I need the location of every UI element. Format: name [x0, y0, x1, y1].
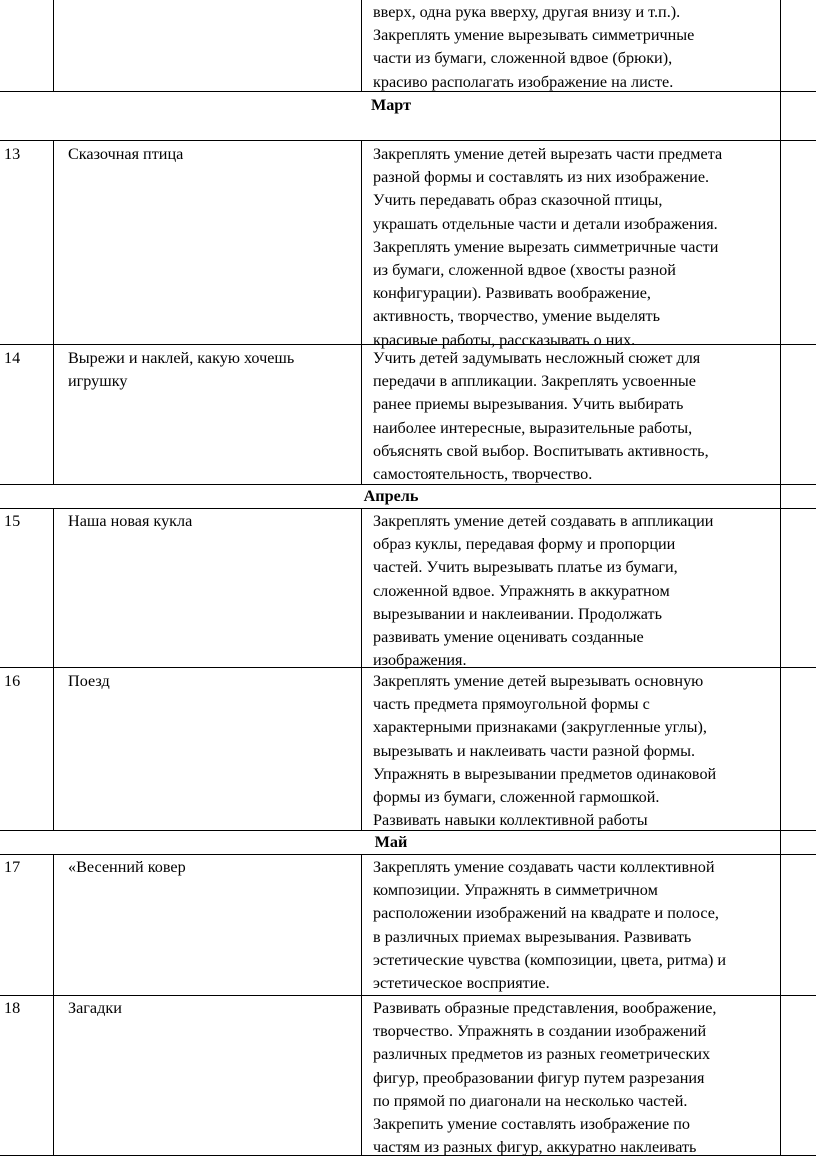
continued-description: вверх, одна рука вверху, другая внизу и т.п.). Закреплять умение вырезывать симметричные части из бумаги, сложенной вдвое (брюки), красиво располагать изображение на листе.: [373, 3, 695, 91]
lesson-description: Закреплять умение детей вырезывать основную часть предмета прямоугольной формы с характерными признаками (закругленные углы), вырезывать и наклеивать части разной формы. Упражнять в вырезывании предметов одинаковой формы из бумаги, сложенной гармошкой. Развивать навыки коллективной работы: [373, 672, 717, 830]
column-divider: [53, 0, 54, 91]
lesson-title: «Весенний ковер: [68, 858, 186, 876]
column-divider: [53, 140, 54, 484]
lesson-title: Сказочная птица: [68, 145, 184, 163]
month-header-april: Апрель: [363, 487, 419, 505]
lesson-title: Поезд: [68, 672, 110, 690]
lesson-title: Наша новая кукла: [68, 512, 193, 530]
lesson-number: 14: [4, 349, 21, 367]
lesson-number: 15: [4, 512, 21, 530]
lesson-description: Закреплять умение детей вырезать части предмета разной формы и составлять из них изображение. Учить передавать образ сказочной птицы, украшать отдельные части и детали изображения. Закреплять умение вырезать симметричные части из бумаги, сложенной вдвое (хвосты разной конфигурации). Развивать воображение, активность, творчество, умение выделять красивые работы, рассказывать о них.: [373, 145, 723, 349]
lesson-number: 17: [4, 858, 21, 876]
column-divider: [361, 508, 362, 830]
month-header-march: Март: [370, 96, 412, 114]
lesson-description: Закреплять умение создавать части коллективной композиции. Упражнять в симметричном расположении изображений на квадрате и полосе, в различных приемах вырезывания. Развивать эстетические чувства (композиции, цвета, ритма) и эстетическое восприятие.: [373, 858, 727, 993]
lesson-description: Закреплять умение детей создавать в аппликации образ куклы, передавая форму и пропорции частей. Учить вырезывать платье из бумаги, сложенной вдвое. Упражнять в аккуратном вырезывании и наклеивании. Продолжать развивать умение оценивать созданные изображения.: [373, 512, 714, 670]
column-divider: [361, 854, 362, 1155]
row-divider: [0, 140, 816, 141]
column-divider: [361, 0, 362, 91]
lesson-title: Загадки: [68, 999, 122, 1017]
lesson-number: 16: [4, 672, 21, 690]
lesson-number: 13: [4, 145, 21, 163]
column-divider: [361, 140, 362, 484]
lesson-description: Учить детей задумывать несложный сюжет для передачи в аппликации. Закреплять усвоенные ранее приемы вырезывания. Учить выбирать наиболее интересные, выразительные работы, объяснять свой выбор. Воспитывать активность, самостоятельность, творчество.: [373, 349, 709, 484]
lesson-title: Вырежи и наклей, какую хочешь игрушку: [68, 349, 295, 391]
lesson-number: 18: [4, 999, 21, 1017]
month-header-may: Май: [374, 833, 408, 851]
lesson-description: Развивать образные представления, воображение, творчество. Упражнять в создании изображений различных предметов из разных геометрических фигур, преобразовании фигур путем разрезания по прямой по диагонали на несколько частей. Закрепить умение составлять изображение по частям из разных фигур, аккуратно наклеивать: [373, 999, 717, 1157]
column-divider: [53, 508, 54, 830]
